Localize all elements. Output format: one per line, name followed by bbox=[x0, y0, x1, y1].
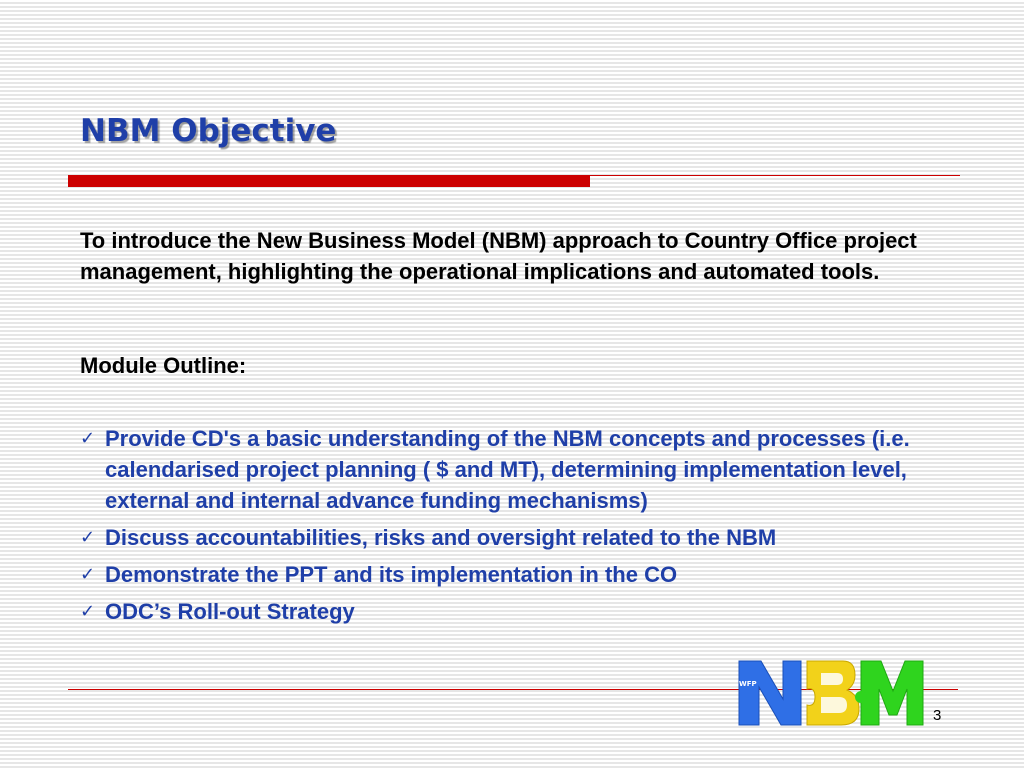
bullet-text: Provide CD's a basic understanding of the NBM concepts and processes (i.e. calendarised project planning ( $ and MT), determining implementation level, external and internal advance funding mechanisms) bbox=[105, 426, 910, 513]
title-rule bbox=[68, 175, 960, 187]
title-rule-bar bbox=[68, 175, 590, 187]
title-rule-line bbox=[590, 175, 960, 176]
checkmark-icon: ✓ bbox=[80, 564, 96, 585]
bullet-text: ODC’s Roll-out Strategy bbox=[105, 599, 355, 624]
checkmark-icon: ✓ bbox=[80, 601, 96, 622]
bullet-text: Discuss accountabilities, risks and oversight related to the NBM bbox=[105, 525, 777, 550]
bullet-item bbox=[80, 559, 920, 590]
bullet-item bbox=[80, 423, 920, 516]
bullet-item bbox=[80, 522, 920, 553]
checkmark-icon: ✓ bbox=[80, 527, 96, 548]
nbm-logo-icon bbox=[737, 657, 925, 729]
slide-title: NBM Objective bbox=[80, 113, 337, 149]
outline-heading: Module Outline: bbox=[80, 353, 247, 378]
checkmark-icon: ✓ bbox=[80, 428, 96, 449]
intro-text: To introduce the New Business Model (NBM) approach to Country Office project management, highlighting the operational implications and automated tools. bbox=[80, 228, 917, 284]
logo-caption: WFP bbox=[739, 680, 757, 688]
bullet-list bbox=[80, 423, 920, 633]
page-number: 3 bbox=[933, 707, 942, 724]
bullet-item bbox=[80, 596, 920, 627]
bullet-text: Demonstrate the PPT and its implementation in the CO bbox=[105, 562, 678, 587]
